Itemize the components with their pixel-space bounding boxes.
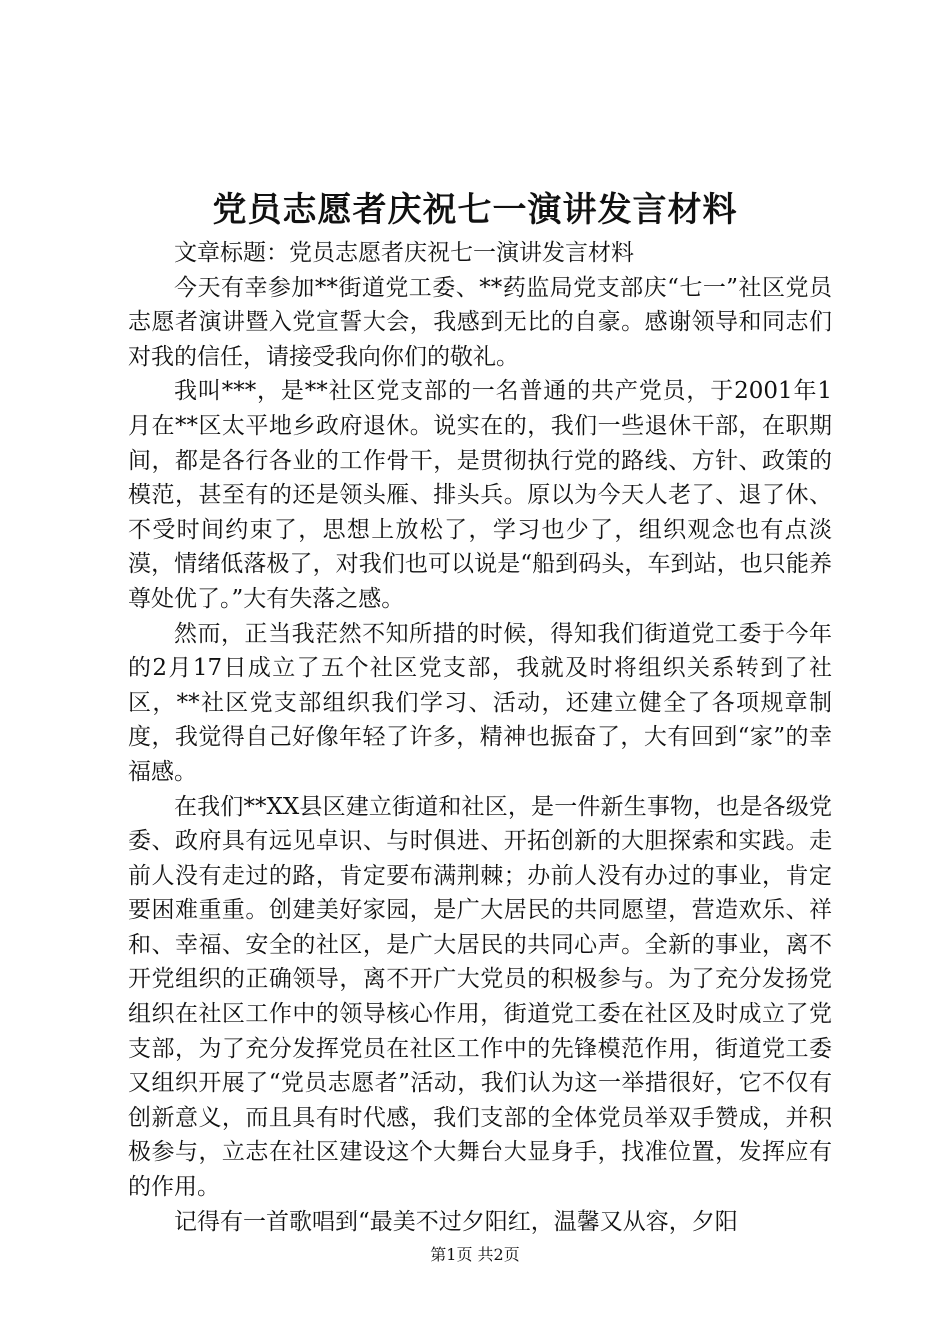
- page-footer: 第1页 共2页: [430, 1245, 520, 1264]
- paragraph-volunteer-activity: 在我们**XX县区建立街道和社区，是一件新生事物，也是各级党委、政府具有远见卓识、与时俱进、开拓创新的大胆探索和实践。走前人没有走过的路，肯定要布满荆棘；办前人没有办过的事业，肯定要困难重重。创建美好家园，是广大居民的共同愿望，营造欢乐、祥和、幸福、安全的社区，是广大居民的共同心声。全新的事业，离不开党组织的正确领导，离不开广大党员的积极参与。为了充分发扬党组织在社区工作中的领导核心作用，街道党工委在社区及时成立了党支部，为了充分发挥党员在社区工作中的先锋模范作用，街道党工委又组织开展了“党员志愿者”活动，我们认为这一举措很好，它不仅有创新意义，而且具有时代感，我们支部的全体党员举双手赞成，并积极参与，立志在社区建设这个大舞台大显身手，找准位置，发挥应有的作用。: [128, 793, 832, 1201]
- paragraph-self-introduction: 我叫***，是**社区党支部的一名普通的共产党员，于2001年1月在**区太平地乡政府退休。说实在的，我们一些退休干部，在职期间，都是各行各业的工作骨干，是贯彻执行党的路线、方针、政策的模范，甚至有的还是领头雁、排头兵。原以为今天人老了、退了休、不受时间约束了，思想上放松了，学习也少了，组织观念也有点淡漠，情绪低落极了，对我们也可以说是“船到码头，车到站，也只能养尊处优了。”大有失落之感。: [128, 378, 832, 612]
- paragraph-intro: 今天有幸参加**街道党工委、**药监局党支部庆“七一”社区党员志愿者演讲暨入党宣誓大会，我感到无比的自豪。感谢领导和同志们对我的信任，请接受我向你们的敬礼。: [128, 274, 832, 370]
- paragraph-song-quote: 记得有一首歌唱到“最美不过夕阳红，温馨又从容，夕阳: [174, 1208, 738, 1235]
- document-body: [128, 236, 832, 1239]
- paragraph-community-branch: 然而，正当我茫然不知所措的时候，得知我们街道党工委于今年的2月17日成立了五个社区党支部，我就及时将组织关系转到了社区，**社区党支部组织我们学习、活动，还建立健全了各项规章制度，我觉得自己好像年轻了许多，精神也振奋了，大有回到“家”的幸福感。: [128, 620, 832, 785]
- article-title-line: 文章标题：党员志愿者庆祝七一演讲发言材料: [174, 240, 634, 266]
- document-title: 党员志愿者庆祝七一演讲发言材料: [212, 190, 738, 230]
